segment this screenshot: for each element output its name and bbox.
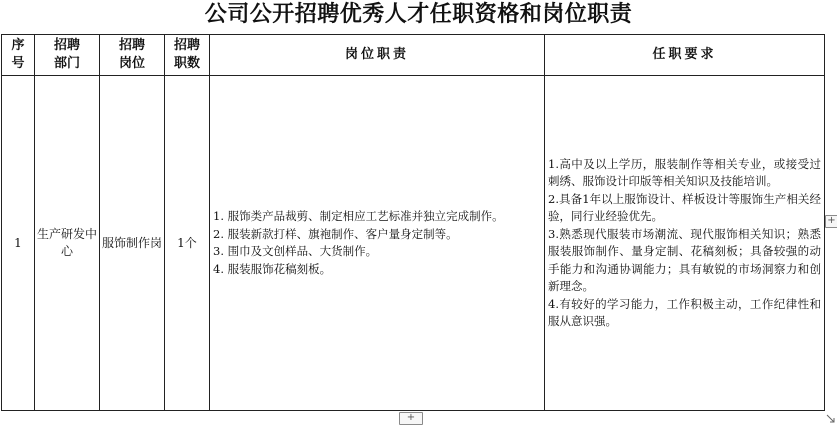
duty-item: 2. 服装新款打样、旗袍制作、客户量身定制等。 (213, 226, 458, 241)
header-requirements: 任职要求 (545, 35, 825, 76)
header-seq: 序 号 (2, 35, 35, 76)
document-title: 公司公开招聘优秀人才任职资格和岗位职责 (204, 1, 633, 27)
table-row (2, 76, 825, 411)
add-row-button[interactable]: + (399, 412, 423, 425)
requirement-item: 1.高中及以上学历，服装制作等相关专业，或接受过刺绣、服饰设计印版等相关知识及技能培训。 (548, 156, 821, 188)
header-position: 招聘 岗位 (100, 35, 165, 76)
department-text: 生产研发中心 (37, 227, 98, 258)
header-count: 招聘 职数 (165, 35, 210, 76)
requirement-item: 3.熟悉现代服装市场潮流、现代服饰相关知识；熟悉服装服饰制作、量身定制、花稿刻板；具备较强的动手能力和沟通协调能力；具有敏锐的市场洞察力和创新理念。 (548, 226, 821, 293)
cell-position[interactable] (100, 76, 165, 411)
add-column-button[interactable]: + (825, 215, 837, 228)
cell-department[interactable] (35, 76, 100, 411)
duty-item: 3. 围巾及文创样品、大货制作。 (213, 244, 378, 258)
cell-duties[interactable] (210, 76, 545, 411)
duty-item: 4. 服装服饰花稿刻板。 (213, 261, 332, 276)
duty-item: 1. 服饰类产品裁剪、制定相应工艺标准并独立完成制作。 (213, 209, 504, 223)
requirement-item: 4.有较好的学习能力，工作积极主动，工作纪律性和服从意识强。 (548, 296, 821, 328)
position-text: 服饰制作岗 (102, 235, 163, 250)
cell-count[interactable]: 1个 (165, 76, 210, 411)
header-department: 招聘 部门 (35, 35, 100, 76)
requirement-item: 2.具备1年以上服饰设计、样板设计等服饰生产相关经验，同行业经验优先。 (548, 191, 821, 223)
cell-seq[interactable]: 1 (2, 76, 35, 411)
cell-requirements[interactable] (545, 76, 825, 411)
header-duties: 岗位职责 (210, 35, 545, 76)
table-resize-handle-icon[interactable] (826, 414, 835, 423)
recruitment-table (1, 34, 825, 411)
table-header-row (2, 35, 825, 76)
